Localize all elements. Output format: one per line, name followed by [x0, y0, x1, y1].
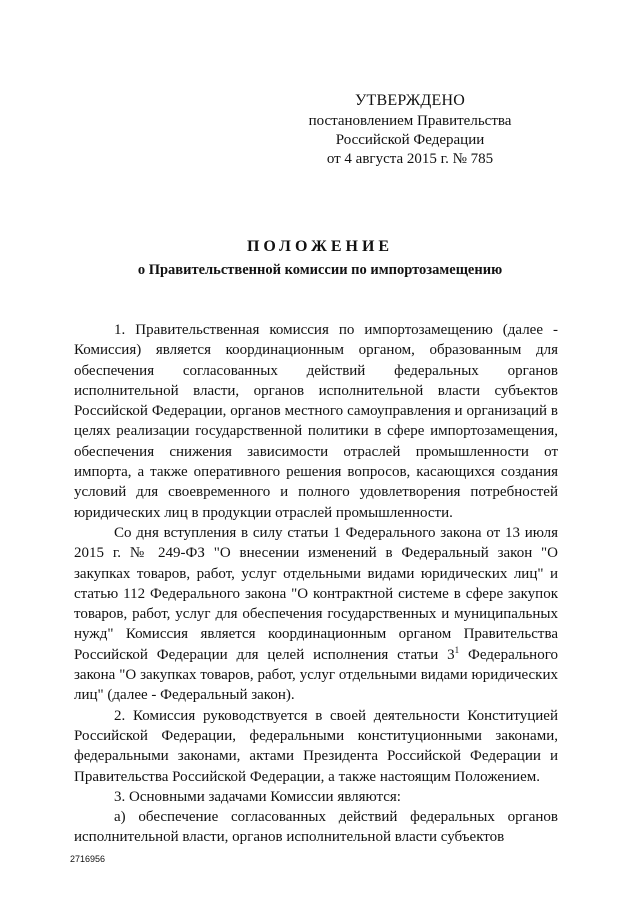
paragraph-3: 2. Комиссия руководствуется в своей деятельности Конституцией Российской Федерации, федеральными конституционными законами, федеральными законами, актами Президента Российской Федерации и Правительства Российской Федерации, а также настоящим Положением. [74, 707, 558, 785]
paragraph-2 [74, 523, 558, 706]
approval-line-1: постановлением Правительства [308, 113, 512, 129]
approved-heading: УТВЕРЖДЕНО [354, 92, 465, 109]
paragraph-2-superscript: 1 [454, 644, 460, 655]
paragraph-5: а) обеспечение согласованных действий федеральных органов исполнительной власти, органов исполнительной власти субъектов [74, 809, 558, 846]
document-code: 2716956 [70, 854, 106, 864]
document-subtitle: о Правительственной комиссии по импортозамещению [137, 262, 503, 278]
document-title: ПОЛОЖЕНИЕ [246, 238, 394, 255]
approval-line-3: от 4 августа 2015 г. № 785 [326, 151, 494, 167]
paragraph-2-text-a: Со дня вступления в силу статьи 1 Федерального закона от 13 июля 2015 г. № 249-ФЗ "О внесении изменений в Федеральный закон "О закупках товаров, работ, услуг отдельными видами юридических лиц" и статью 112 Федерального закона "О контрактной системе в сфере закупок товаров, работ, услуг для обеспечения государственных и муниципальных нужд" Комиссия является координационным органом Правительства Российской Федерации для целей исполнения статьи 3 [74, 524, 558, 663]
approval-line-2: Российской Федерации [335, 132, 485, 148]
approval-stamp [280, 90, 540, 169]
paragraph-2-text-b: Федерального закона "О закупках товаров, работ, услуг отдельными видами юридических лиц" (далее - Федеральный закон). [74, 646, 558, 704]
paragraph-1: 1. Правительственная комиссия по импортозамещению (далее - Комиссия) является координационным органом, образованным для обеспечения согласованных действий федеральных органов исполнительной власти, органов исполнительной власти субъектов Российской Федерации, органов местного самоуправления и организаций в целях реализации государственной политики в сфере импортозамещения, обеспечения снижения зависимости отраслей промышленности от импорта, а также оперативного решения вопросов, касающихся создания условий для своевременного и полного удовлетворения потребностей юридических лиц в продукции отраслей промышленности. [74, 322, 558, 521]
paragraph-4: 3. Основными задачами Комиссии являются: [114, 788, 401, 805]
document-body [74, 320, 558, 848]
